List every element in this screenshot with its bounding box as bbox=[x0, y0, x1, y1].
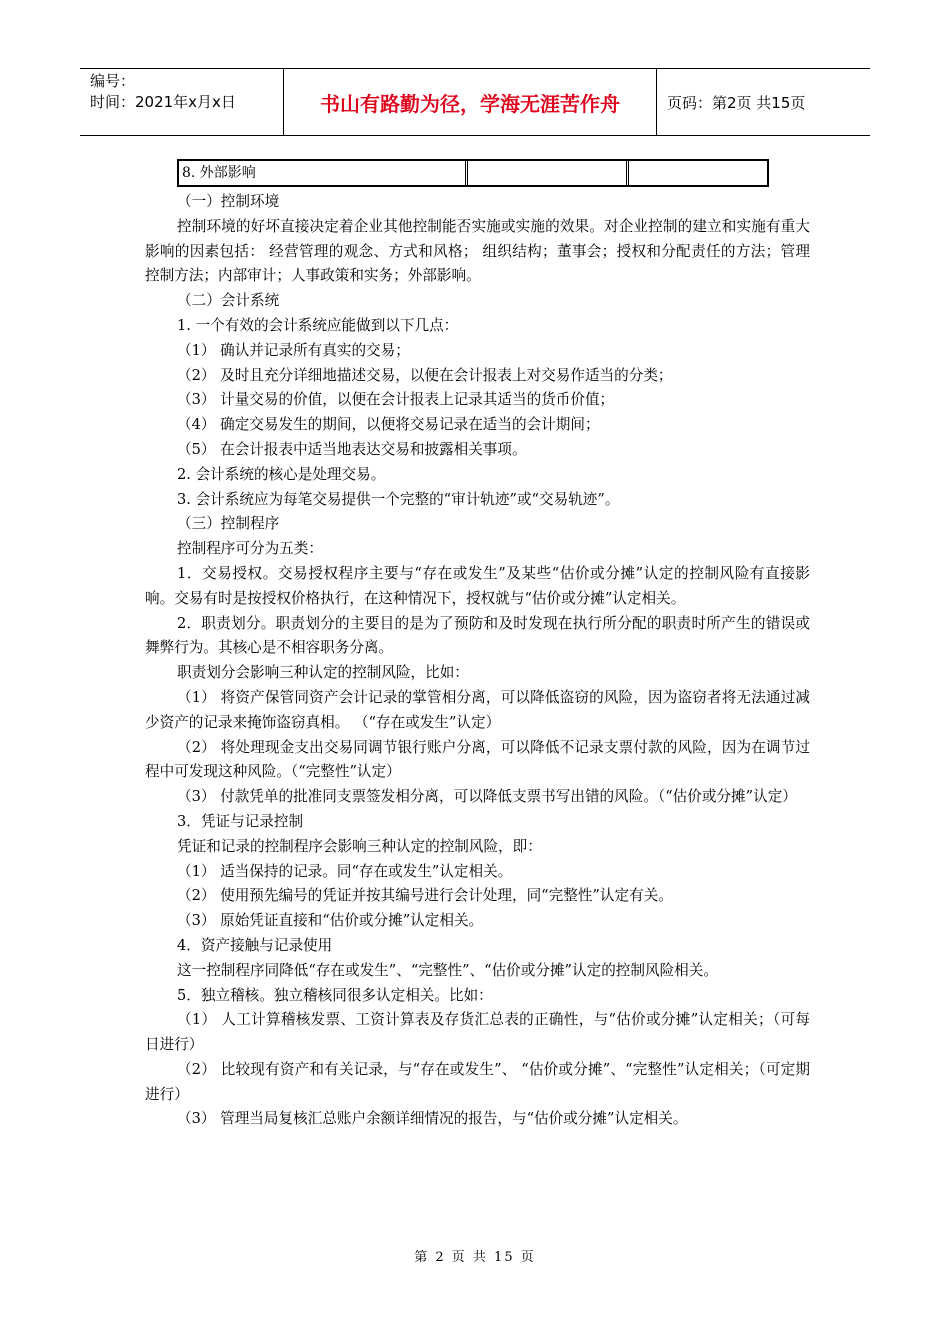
list-item: （2） 使用预先编号的凭证并按其编号进行会计处理，同“完整性”认定有关。 bbox=[177, 887, 673, 905]
table-row bbox=[177, 159, 769, 187]
page-footer: 第 2 页 共 15 页 bbox=[414, 1250, 536, 1265]
list-item: （2） 将处理现金支出交易同调节银行账户分离，可以降低不记录支票付款的风险，因为在调节过程中可发现这种风险。（“完整性”认定） bbox=[145, 738, 810, 781]
paragraph: 职责划分会影响三种认定的控制风险，比如： bbox=[177, 664, 469, 682]
list-item: （3） 计量交易的价值，以便在会计报表上记录其适当的货币价值； bbox=[177, 391, 615, 409]
list-item: （5） 在会计报表中适当地表达交易和披露相关事项。 bbox=[177, 440, 527, 458]
section-heading: 3．凭证与记录控制 bbox=[177, 812, 304, 830]
document-body bbox=[145, 190, 810, 1132]
paragraph: 2．职责划分。职责划分的主要目的是为了预防和及时发现在执行所分配的职责时所产生的错误或舞弊行为。其核心是不相容职务分离。 bbox=[145, 614, 810, 657]
document-date: 时间：2021年x月x日 bbox=[90, 93, 236, 111]
list-item: （2） 及时且充分详细地描述交易，以便在会计报表上对交易作适当的分类； bbox=[177, 366, 673, 384]
list-item: （3） 原始凭证直接和“估价或分摊”认定相关。 bbox=[177, 912, 484, 930]
list-item: 3. 会计系统应为每笔交易提供一个完整的“审计轨迹”或“交易轨迹”。 bbox=[177, 490, 620, 508]
page-header bbox=[80, 68, 870, 136]
section-heading: （二）会计系统 bbox=[177, 292, 280, 310]
list-item: （1） 将资产保管同资产会计记录的掌管相分离，可以降低盗窃的风险，因为盗窃者将无法通过减少资产的记录来掩饰盗窃真相。 （“存在或发生”认定） bbox=[145, 688, 810, 731]
list-item: （2） 比较现有资产和有关记录，与“存在或发生”、 “估价或分摊”、“完整性”认定相关；（可定期进行） bbox=[145, 1060, 810, 1103]
list-item: （1） 人工计算稽核发票、工资计算表及存货汇总表的正确性，与“估价或分摊”认定相关；（可每日进行） bbox=[145, 1011, 810, 1054]
list-item: （3） 管理当局复核汇总账户余额详细情况的报告，与“估价或分摊”认定相关。 bbox=[177, 1110, 688, 1128]
paragraph: 这一控制程序同降低“存在或发生”、“完整性”、“估价或分摊”认定的控制风险相关。 bbox=[177, 961, 718, 979]
table-cell-label: 8. 外部影响 bbox=[179, 161, 468, 185]
header-motto: 书山有路勤为径，学海无涯苦作舟 bbox=[284, 69, 657, 135]
section-heading: （三）控制程序 bbox=[177, 515, 280, 533]
table-cell-empty bbox=[629, 161, 767, 185]
paragraph: 控制环境的好坏直接决定着企业其他控制能否实施或实施的效果。对企业控制的建立和实施有重大影响的因素包括： 经营管理的观念、方式和风格； 组织结构；董事会；授权和分配责任的方法；管理控制方法；内部审计；人事政策和实务；外部影响。 bbox=[145, 217, 810, 285]
header-meta bbox=[80, 69, 284, 135]
header-page-info: 页码：第2页 共15页 bbox=[667, 93, 806, 112]
paragraph: 控制程序可分为五类： bbox=[177, 540, 323, 558]
paragraph: 1．交易授权。交易授权程序主要与“存在或发生”及某些“估价或分摊”认定的控制风险有直接影响。交易有时是按授权价格执行，在这种情况下，授权就与“估价或分摊”认定相关。 bbox=[145, 564, 810, 607]
section-heading: （一）控制环境 bbox=[177, 193, 280, 210]
paragraph: 凭证和记录的控制程序会影响三种认定的控制风险，即： bbox=[177, 837, 542, 855]
list-item: （1） 适当保持的记录。同“存在或发生”认定相关。 bbox=[177, 862, 513, 880]
section-heading: 4．资产接触与记录使用 bbox=[177, 936, 333, 954]
list-item: （3） 付款凭单的批准同支票签发相分离，可以降低支票书写出错的风险。（“估价或分摊”认定） bbox=[177, 788, 797, 806]
list-item: 1. 一个有效的会计系统应能做到以下几点： bbox=[177, 316, 459, 334]
table-cell-empty bbox=[468, 161, 629, 185]
document-number-label: 编号： bbox=[90, 72, 136, 90]
list-item: （1） 确认并记录所有真实的交易； bbox=[177, 341, 410, 359]
list-item: （4） 确定交易发生的期间，以便将交易记录在适当的会计期间； bbox=[177, 416, 600, 434]
paragraph: 5．独立稽核。独立稽核同很多认定相关。比如： bbox=[177, 986, 493, 1004]
list-item: 2. 会计系统的核心是处理交易。 bbox=[177, 465, 386, 483]
